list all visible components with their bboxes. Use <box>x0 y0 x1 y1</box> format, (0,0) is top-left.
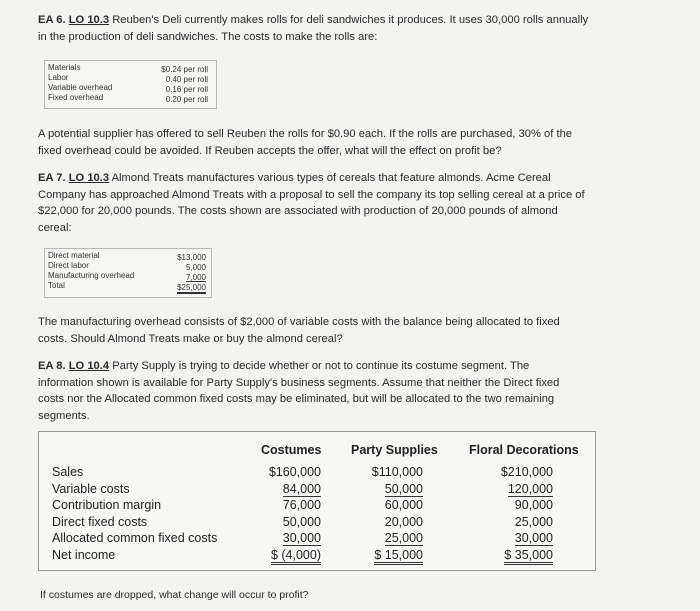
ea7-cost-label: Manufacturing overhead <box>48 271 135 280</box>
table-cell: $ 15,000 <box>374 548 423 565</box>
table-cell: 25,000 <box>384 531 423 545</box>
row-label-sales: Sales <box>52 465 84 479</box>
ea7-question <box>38 314 678 347</box>
ea7-cost-label: Direct labor <box>48 261 89 270</box>
table-cell: 30,000 <box>514 531 553 545</box>
table-cell: 50,000 <box>282 515 321 529</box>
row-label-variable-costs: Variable costs <box>52 482 130 496</box>
ea7-q-line2: costs. Should Almond Treats make or buy the almond cereal? <box>38 332 343 345</box>
table-cell: $110,000 <box>371 465 423 479</box>
ea8-text-line2: information shown is available for Party Supply's business segments. Assume that neither the Direct fixed <box>38 376 560 389</box>
ea6-cost-label: Materials <box>48 63 81 72</box>
table-cell: $160,000 <box>268 465 321 479</box>
table-cell: 25,000 <box>514 515 553 529</box>
ea8-intro <box>38 358 678 424</box>
ea7-text-line2: Company has approached Almond Treats with a proposal to sell the company its top selling cereal at a price of <box>38 188 585 201</box>
table-cell: $ 35,000 <box>504 548 553 565</box>
ea6-q-line1: A potential supplier has offered to sell Reuben the rolls for $0.90 each. If the rolls are purchased, 30% of the <box>38 128 573 140</box>
col-header-costumes: Costumes <box>261 443 322 457</box>
row-label-direct-fixed-costs: Direct fixed costs <box>52 515 148 529</box>
table-cell: 60,000 <box>384 498 423 512</box>
ea6-code: EA 6. <box>38 14 66 26</box>
ea7-cost-label: Total <box>48 281 65 290</box>
table-cell: 76,000 <box>282 498 321 512</box>
ea8-text-line3: costs nor the Allocated common fixed costs may be eliminated, but will be allocated to the two remaining <box>38 393 555 405</box>
ea8-text-line4: segments. <box>38 409 90 422</box>
ea8-code: EA 8. <box>38 360 66 372</box>
ea7-text-line1: Almond Treats manufactures various types of cereals that feature almonds. Acme Cereal <box>109 172 551 184</box>
ea7-text-line3: $22,000 for 20,000 pounds. The costs shown are associated with production of 20,000 pounds of almond <box>38 205 558 217</box>
row-label-contribution-margin: Contribution margin <box>52 498 162 512</box>
ea8-text-line1: Party Supply is trying to decide whether or not to continue its costume segment. The <box>109 360 530 372</box>
ea7-code: EA 7. <box>38 172 66 184</box>
col-header-floral-decorations: Floral Decorations <box>469 443 579 457</box>
col-header-party-supplies: Party Supplies <box>351 443 438 457</box>
ea6-lo-link[interactable]: LO 10.3 <box>68 14 110 26</box>
ea6-cost-label: Fixed overhead <box>48 93 104 102</box>
ea6-q-line2: fixed overhead could be avoided. If Reuben accepts the offer, what will the effect on profit be? <box>38 144 502 157</box>
ea7-cost-value: $13,000 <box>177 253 206 262</box>
ea8-question: If costumes are dropped, what change will occur to profit? <box>40 589 309 601</box>
table-cell: 20,000 <box>384 515 423 529</box>
ea7-cost-label: Direct material <box>48 251 100 260</box>
ea6-text-line2: in the production of deli sandwiches. The costs to make the rolls are: <box>38 30 378 43</box>
table-cell: 50,000 <box>384 482 423 496</box>
ea7-lo-link[interactable]: LO 10.3 <box>68 172 110 184</box>
ea6-cost-value: 0.40 per roll <box>165 75 208 84</box>
ea6-cost-label: Variable overhead <box>48 83 113 92</box>
segment-table <box>38 431 596 571</box>
ea7-cost-value: 7,000 <box>185 273 206 282</box>
ea7-cost-value: $25,000 <box>177 283 206 292</box>
ea7-q-line1: The manufacturing overhead consists of $2,000 of variable costs with the balance being allocated to fixed <box>38 316 560 328</box>
ea6-cost-value: 0.16 per roll <box>165 85 208 94</box>
ea6-text-line1: Reuben's Deli currently makes rolls for deli sandwiches it produces. It uses 30,000 rolls annually <box>109 14 589 26</box>
table-cell: 30,000 <box>282 531 321 545</box>
ea6-intro <box>38 12 678 45</box>
ea6-cost-value: $0.24 per roll <box>161 65 208 74</box>
table-cell: $210,000 <box>500 465 553 479</box>
ea6-cost-value: 0.20 per roll <box>165 95 208 104</box>
ea6-question <box>38 126 678 159</box>
ea7-text-line4: cereal: <box>38 221 72 234</box>
row-label-net-income: Net income <box>52 548 116 562</box>
ea6-cost-box <box>44 60 217 109</box>
ea6-cost-label: Labor <box>48 73 69 82</box>
ea7-intro <box>38 170 678 236</box>
ea7-cost-value: 5,000 <box>185 263 206 272</box>
ea8-lo-link[interactable]: LO 10.4 <box>68 360 110 372</box>
table-cell: 84,000 <box>282 482 321 496</box>
table-cell: $ (4,000) <box>271 548 321 565</box>
table-cell: 90,000 <box>514 498 553 512</box>
ea7-cost-box <box>44 248 212 298</box>
row-label-allocated-common-fixed-costs: Allocated common fixed costs <box>52 531 218 545</box>
table-cell: 120,000 <box>507 482 553 496</box>
